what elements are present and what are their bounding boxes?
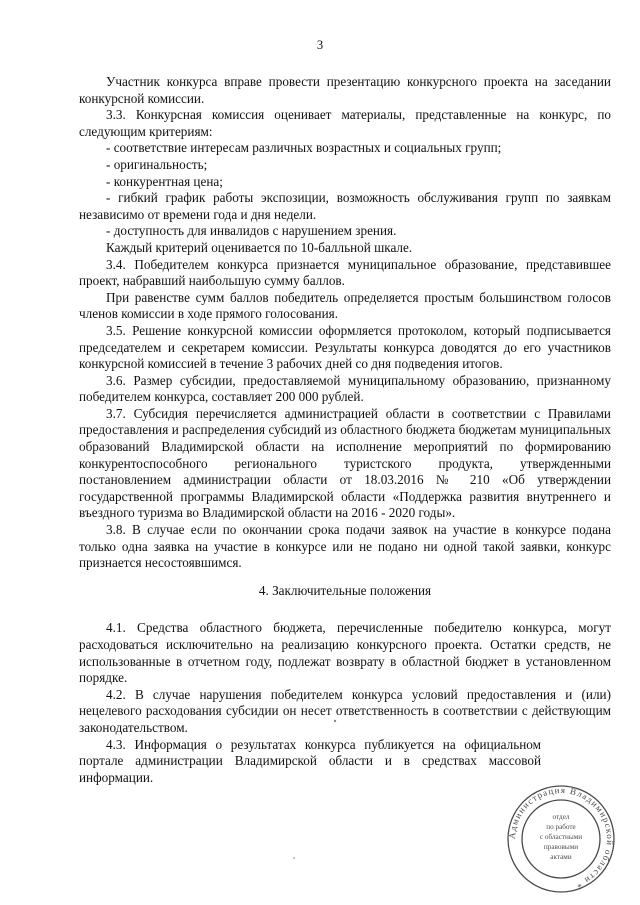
page-number: 3	[316, 38, 324, 52]
criteria-item: - оригинальность;	[106, 156, 208, 172]
svg-text:с областными: с областными	[539, 833, 583, 841]
official-stamp	[497, 783, 625, 895]
paragraph: 4.1. Средства областного бюджета, перечисленные победителю конкурса, могут расходоваться исключительно на реализацию конкурсного проекта. Остатки средств, не использованные в отчетном году, подлежат возврату в областной бюджет в установленном порядке.	[79, 620, 611, 686]
svg-text:правовыми: правовыми	[543, 843, 579, 851]
svg-text:по работе: по работе	[546, 823, 576, 831]
paragraph: 4.2. В случае нарушения победителем конкурса условий предоставления и (или) нецелевого расходования субсидии он несет ответственность в соответствии с действующим законодательством.	[79, 686, 611, 735]
paragraph: Участник конкурса вправе провести презентацию конкурсного проекта на заседании конкурсной комиссии.	[79, 74, 611, 106]
criteria-item: - гибкий график работы экспозиции, возможность обслуживания групп по заявкам независимо от времени года и дня недели.	[79, 190, 611, 222]
criteria-item: - доступность для инвалидов с нарушением зрения.	[106, 223, 397, 239]
paragraph: При равенстве сумм баллов победитель определяется простым большинством голосов членов комиссии в ходе прямого голосования.	[79, 289, 611, 322]
paragraph: 3.4. Победителем конкурса признается муниципальное образование, представившее проект, набравший наибольшую сумму баллов.	[79, 256, 611, 289]
stamp-seal-icon	[497, 783, 625, 895]
paragraph: 3.5. Решение конкурсной комиссии оформляется протоколом, который подписывается председателем и секретарем комиссии. Результаты конкурса доводятся до его участников конкурсной комиссией в течение 3 рабочих дней со дня подведения итогов.	[79, 322, 611, 372]
criteria-item: - конкурентная цена;	[106, 173, 223, 189]
paragraph: 3.8. В случае если по окончании срока подачи заявок на участие в конкурсе подана только одна заявка на участие в конкурсе или не подано ни одной такой заявки, конкурс признается несостоявшимся.	[79, 522, 611, 571]
paragraph: 3.7. Субсидия перечисляется администрацией области в соответствии с Правилами предоставления и распределения субсидий из областного бюджета бюджетам муниципальных образований Владимирской области на исполнение мероприятий по формированию конкурентоспособного регионального туристского продукта, утвержденными постановлением администрации области от 18.03.2016 № 210 «Об утверждении государственной программы Владимирской области «Поддержка развития внутреннего и въездного туризма во Владимирской области на 2016 - 2020 годы».	[79, 405, 611, 521]
paragraph: Каждый критерий оценивается по 10-балльной шкале.	[106, 239, 413, 255]
paragraph: 3.6. Размер субсидии, предоставляемой муниципальному образованию, признанному победителем конкурса, составляет 200 000 рублей.	[79, 372, 611, 405]
paragraph: 3.3. Конкурсная комиссия оценивает материалы, представленные на конкурс, по следующим критериям:	[79, 107, 611, 139]
scan-speck	[332, 718, 338, 724]
document-body	[79, 74, 611, 786]
svg-text:Администрация Владимирской обл: Администрация Владимирской области *	[506, 784, 616, 891]
criteria-item: - соответствие интересам различных возрастных и социальных групп;	[106, 140, 502, 156]
section-heading: 4. Заключительные положения	[258, 582, 432, 598]
scan-speck	[292, 856, 296, 860]
svg-text:отдел: отдел	[552, 813, 570, 821]
svg-text:актами: актами	[550, 853, 572, 861]
paragraph: 4.3. Информация о результатах конкурса публикуется на официальном портале администрации Владимирской области и в средствах массовой информации.	[79, 736, 541, 785]
